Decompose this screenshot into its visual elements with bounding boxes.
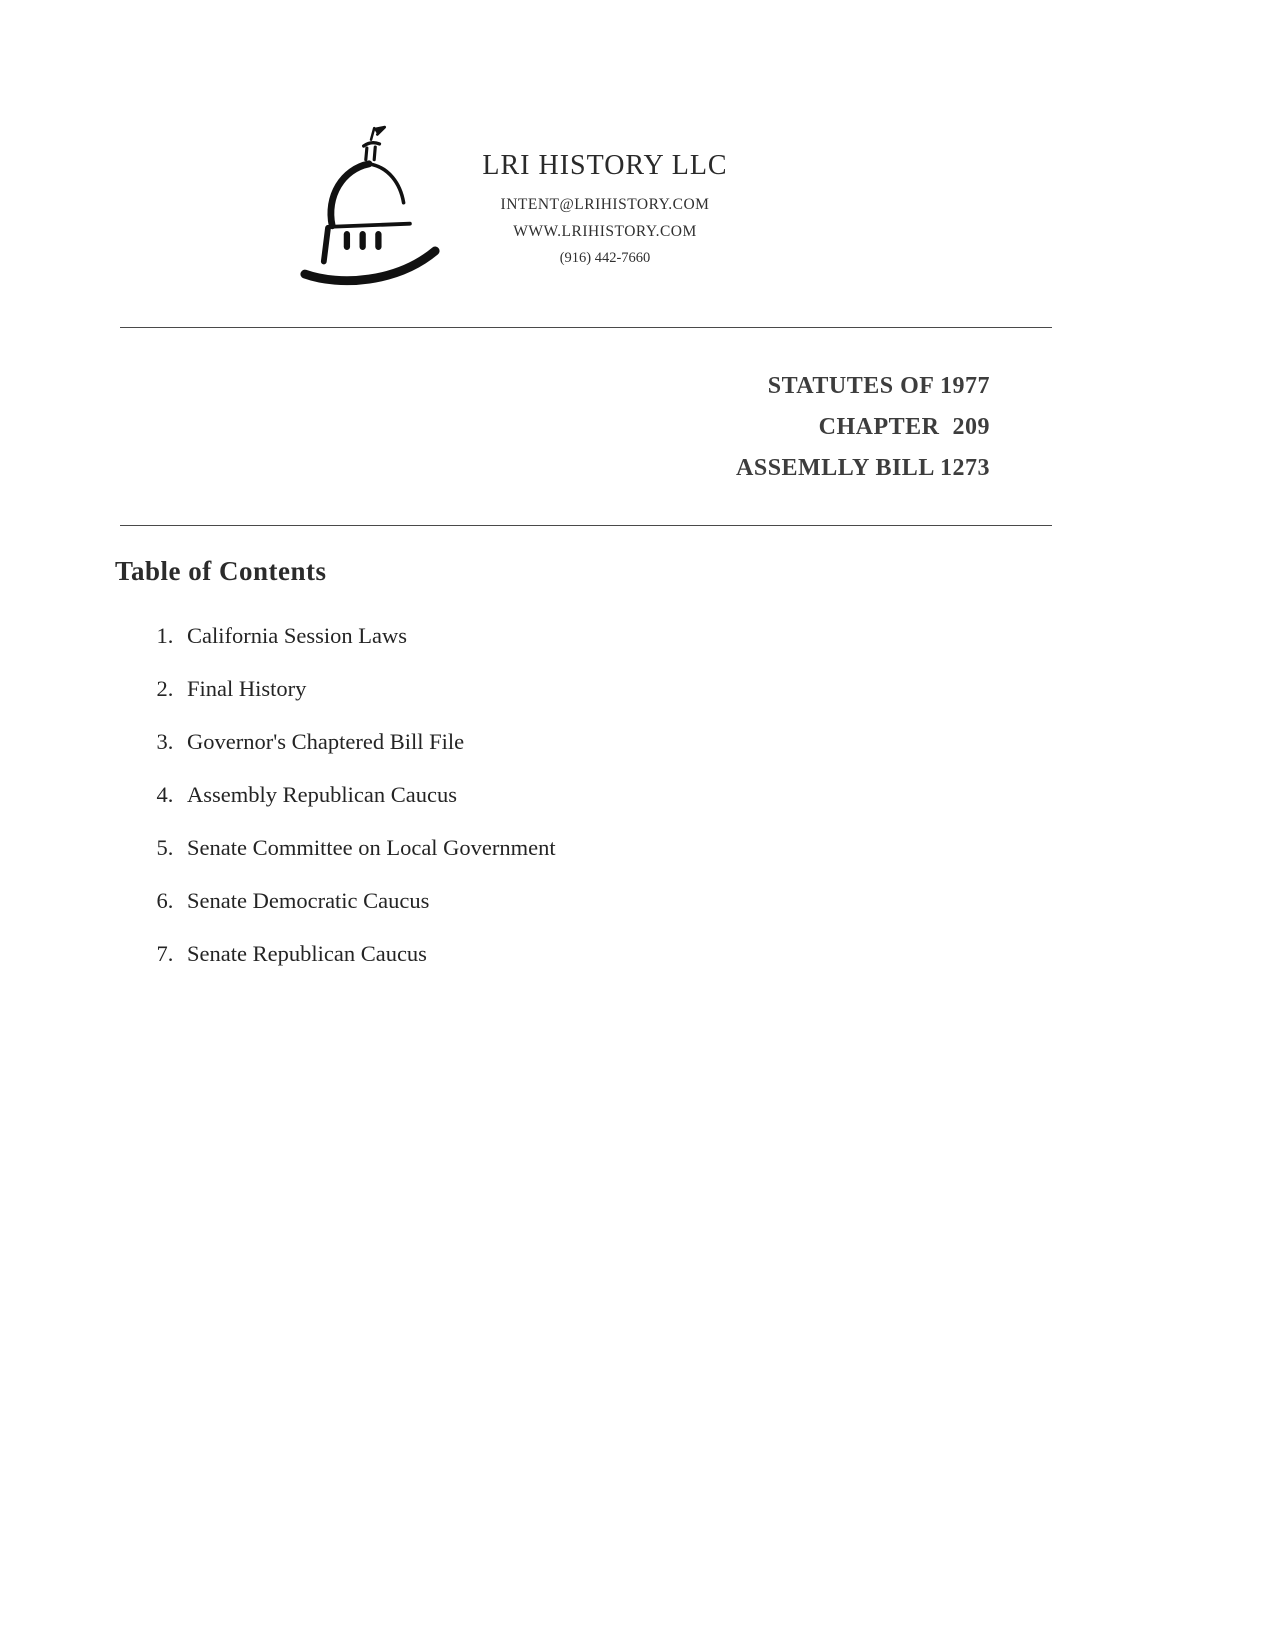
toc-item: 5. Senate Committee on Local Government	[179, 834, 845, 862]
company-phone: (916) 442-7660	[559, 250, 651, 266]
toc-item: 6. Senate Democratic Caucus	[179, 887, 845, 915]
statutes-line: STATUTES OF 1977	[767, 373, 990, 399]
toc-list	[145, 622, 845, 993]
chapter-line: CHAPTER 209	[818, 414, 990, 440]
toc-item: 3. Governor's Chaptered Bill File	[179, 728, 845, 756]
toc-item: 1. California Session Laws	[179, 622, 845, 650]
horizontal-rule-bottom	[120, 525, 1052, 526]
assembly-bill-line: ASSEMLLY BILL 1273	[736, 455, 990, 481]
company-website: WWW.LRIHISTORY.COM	[513, 223, 697, 240]
company-name: LRI HISTORY LLC	[482, 150, 728, 181]
statute-title-block	[736, 366, 990, 489]
company-header	[440, 150, 770, 267]
company-email: INTENT@LRIHISTORY.COM	[500, 196, 710, 213]
horizontal-rule-top	[120, 327, 1052, 328]
capitol-logo	[295, 125, 445, 293]
toc-item: 4. Assembly Republican Caucus	[179, 781, 845, 809]
toc-item: 2. Final History	[179, 675, 845, 703]
capitol-logo-drawing	[295, 125, 445, 293]
toc-heading: Table of Contents	[115, 556, 327, 586]
toc-item: 7. Senate Republican Caucus	[179, 940, 845, 968]
